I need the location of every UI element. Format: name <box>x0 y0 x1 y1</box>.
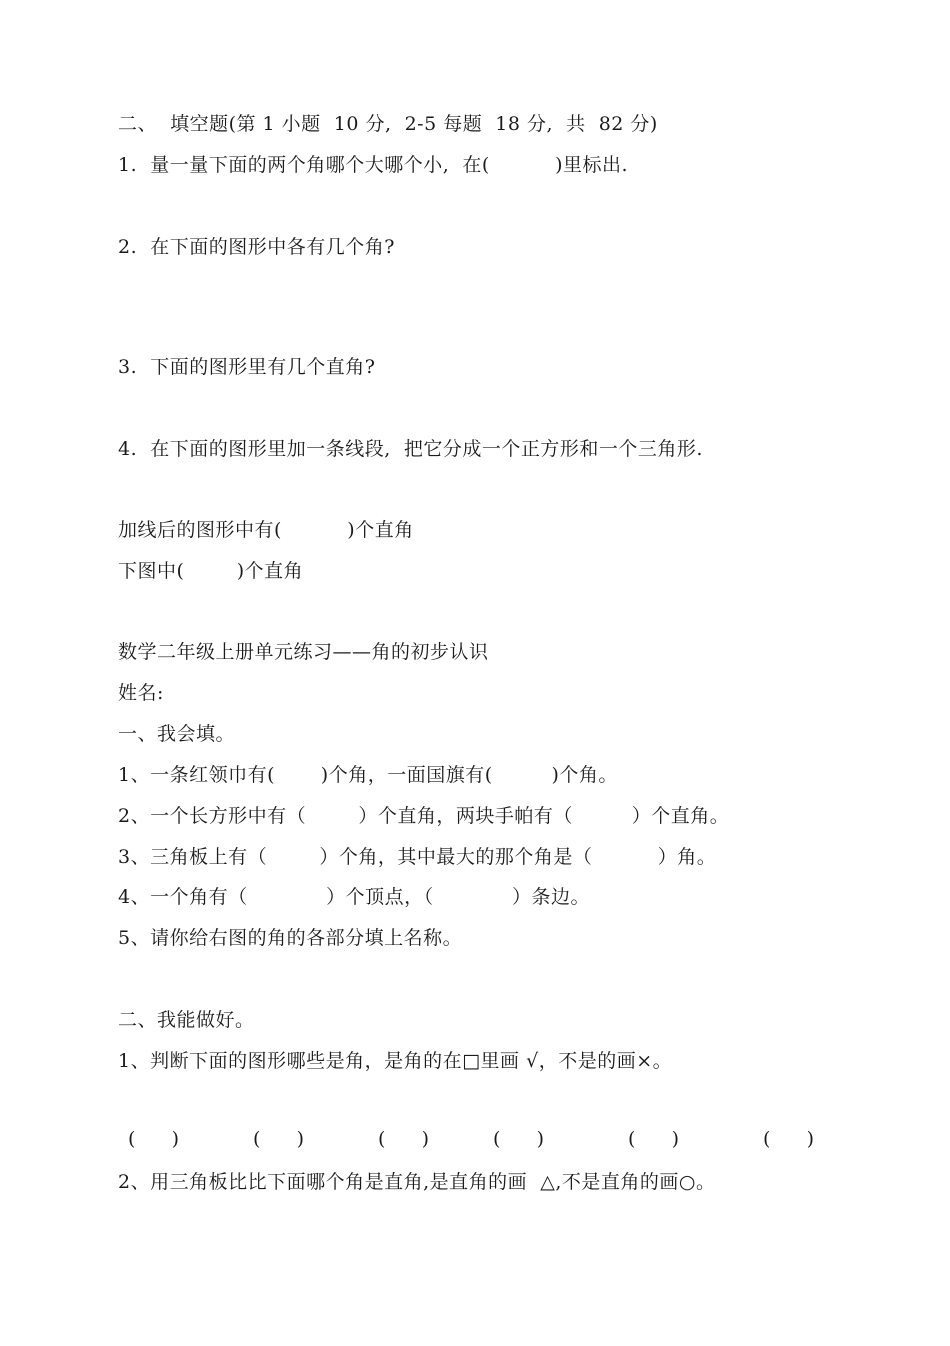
fill-item-2: 2、一个长方形中有（ ）个直角，两块手帕有（ ）个直角。 <box>118 805 730 827</box>
question-1: 1. 量一量下面的两个角哪个大哪个小, 在( )里标出. <box>118 154 629 176</box>
answer-bracket-5[interactable]: ( ) <box>628 1128 680 1150</box>
section-one-heading: 一、我会填。 <box>118 723 236 745</box>
question-4-after-line: 加线后的图形中有( )个直角 <box>118 519 414 541</box>
fill-item-3: 3、三角板上有（ ）个角，其中最大的那个角是（ ）角。 <box>118 846 717 868</box>
answer-bracket-6[interactable]: ( ) <box>763 1128 815 1150</box>
question-4-below-figure: 下图中( )个直角 <box>118 560 304 582</box>
question-3: 3. 下面的图形里有几个直角? <box>118 356 376 378</box>
fill-item-4: 4、一个角有（ ）个顶点，（ ）条边。 <box>118 886 591 908</box>
right-angle-question: 2、用三角板比比下面哪个角是直角,是直角的画 △,不是直角的画○。 <box>118 1171 716 1193</box>
part-two-heading: 二、 填空题(第 1 小题 10 分, 2-5 每题 18 分, 共 82 分) <box>118 113 658 135</box>
answer-bracket-2[interactable]: ( ) <box>253 1128 305 1150</box>
fill-item-1: 1、一条红领巾有( )个角，一面国旗有( )个角。 <box>118 764 618 786</box>
name-label: 姓名: <box>118 682 164 704</box>
worksheet-title: 数学二年级上册单元练习——角的初步认识 <box>118 641 489 663</box>
section-two-heading: 二、我能做好。 <box>118 1009 255 1031</box>
answer-bracket-4[interactable]: ( ) <box>493 1128 545 1150</box>
answer-bracket-1[interactable]: ( ) <box>128 1128 180 1150</box>
question-4: 4. 在下面的图形里加一条线段, 把它分成一个正方形和一个三角形. <box>118 438 703 460</box>
answer-bracket-3[interactable]: ( ) <box>378 1128 430 1150</box>
judge-question: 1、判断下面的图形哪些是角，是角的在□里画 √，不是的画×。 <box>118 1050 673 1072</box>
question-2: 2. 在下面的图形中各有几个角? <box>118 236 395 258</box>
answer-bracket-row <box>0 1127 950 1151</box>
fill-item-5: 5、请你给右图的角的各部分填上名称。 <box>118 927 463 949</box>
